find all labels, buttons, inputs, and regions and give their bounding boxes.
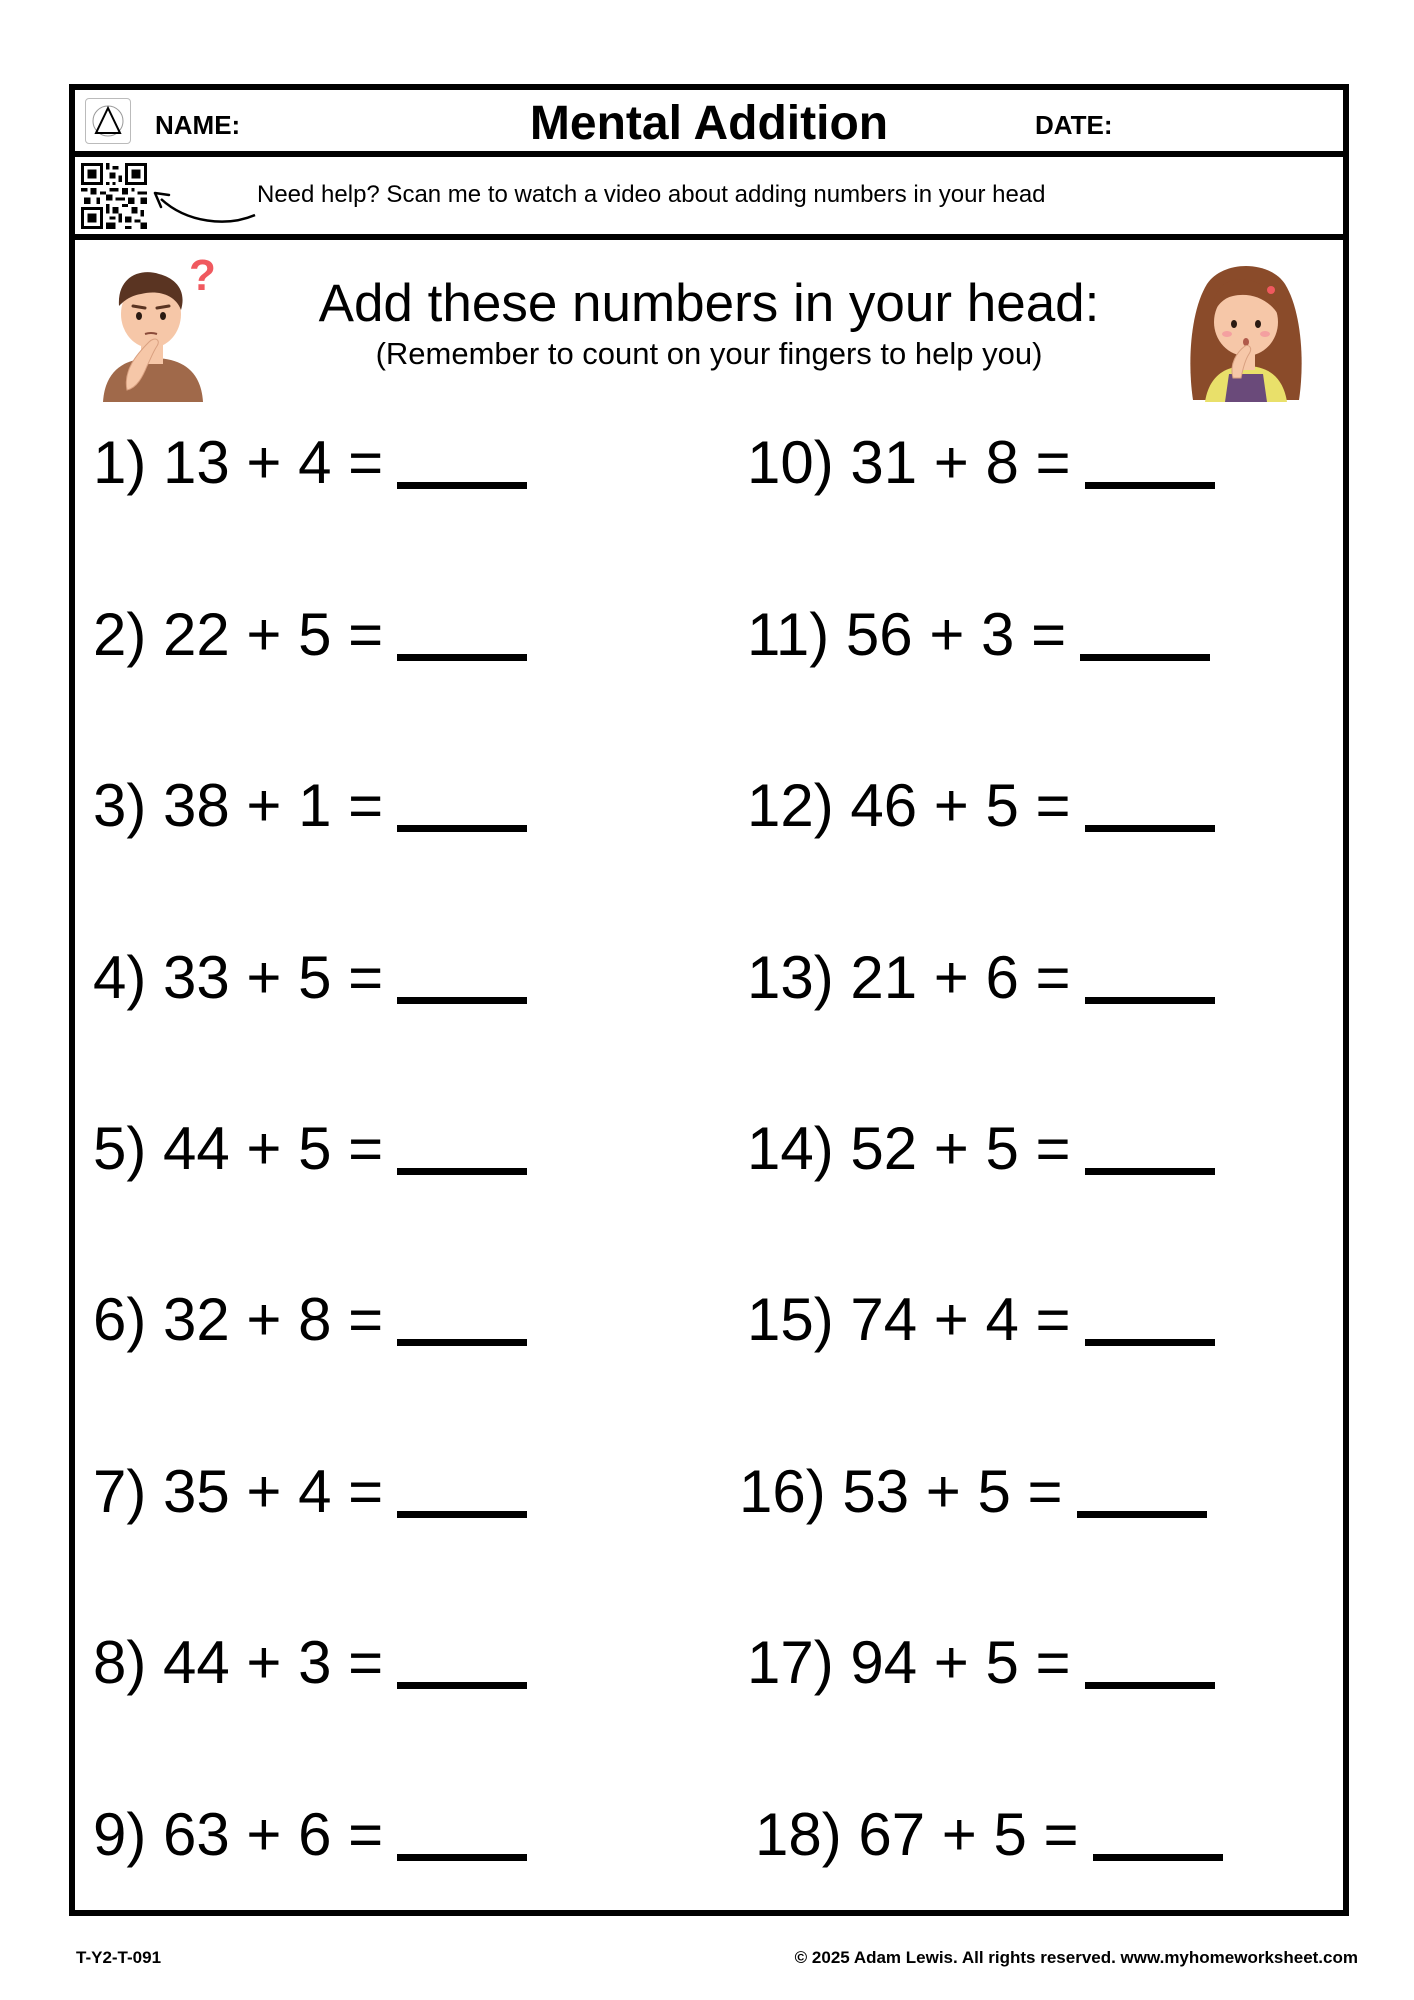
answer-blank[interactable] [1085,1168,1215,1175]
problem-17 [747,1628,1215,1697]
answer-blank[interactable] [1093,1854,1223,1861]
answer-blank[interactable] [1080,654,1210,661]
answer-blank[interactable] [1085,1339,1215,1346]
answer-blank[interactable] [1077,1511,1207,1518]
problem-label: 17) 94 + 5 = [747,1629,1071,1696]
problem-label: 2) 22 + 5 = [93,601,384,668]
problem-label: 7) 35 + 4 = [93,1458,384,1525]
problem-6 [93,1285,527,1354]
problem-18 [755,1800,1223,1869]
page-title: Mental Addition [529,97,889,150]
problem-7 [93,1457,527,1526]
answer-blank[interactable] [397,1854,527,1861]
problem-15 [747,1285,1215,1354]
instruction-subheading: (Remember to count on your fingers to help you) [375,336,1043,371]
problem-label: 4) 33 + 5 = [93,944,384,1011]
problem-label: 6) 32 + 8 = [93,1286,384,1353]
header-row [75,90,1343,157]
problem-label: 14) 52 + 5 = [747,1115,1071,1182]
problem-label: 3) 38 + 1 = [93,772,384,839]
problem-10 [747,428,1215,497]
answer-blank[interactable] [397,1339,527,1346]
name-label: NAME: [155,110,241,140]
problem-11 [747,600,1210,669]
answer-blank[interactable] [397,1168,527,1175]
curved-arrow-icon [147,167,257,227]
qr-code-icon[interactable] [81,163,147,229]
problem-label: 11) 56 + 3 = [747,601,1067,668]
problem-label: 8) 44 + 3 = [93,1629,384,1696]
problem-9 [93,1800,527,1869]
problem-4 [93,943,527,1012]
problem-5 [93,1114,527,1183]
answer-blank[interactable] [397,654,527,661]
problem-14 [747,1114,1215,1183]
answer-blank[interactable] [1085,997,1215,1004]
answer-blank[interactable] [397,997,527,1004]
problem-13 [747,943,1215,1012]
problem-label: 13) 21 + 6 = [747,944,1071,1011]
problem-label: 12) 46 + 5 = [747,772,1071,839]
answer-blank[interactable] [397,825,527,832]
problem-label: 18) 67 + 5 = [755,1801,1079,1868]
svg-text:?: ? [189,251,216,300]
answer-blank[interactable] [397,482,527,489]
date-label: DATE: [1035,110,1113,140]
help-text: Need help? Scan me to watch a video about adding numbers in your head [257,181,1046,208]
answer-blank[interactable] [1085,482,1215,489]
problem-2 [93,600,527,669]
problem-16 [739,1457,1207,1526]
problem-8 [93,1628,527,1697]
problem-label: 1) 13 + 4 = [93,429,384,496]
help-row [75,157,1343,240]
worksheet-frame [69,84,1349,1916]
answer-blank[interactable] [1085,1682,1215,1689]
problem-12 [747,771,1215,840]
problem-label: 5) 44 + 5 = [93,1115,384,1182]
answer-blank[interactable] [1085,825,1215,832]
answer-blank[interactable] [397,1682,527,1689]
problem-label: 15) 74 + 4 = [747,1286,1071,1353]
problem-1 [93,428,527,497]
copyright-notice: © 2025 Adam Lewis. All rights reserved. www.myhomeworksheet.com [794,1948,1358,1967]
problem-label: 16) 53 + 5 = [739,1458,1063,1525]
instruction-heading: Add these numbers in your head: [318,274,1100,333]
problem-label: 10) 31 + 8 = [747,429,1071,496]
problem-3 [93,771,527,840]
problem-label: 9) 63 + 6 = [93,1801,384,1868]
worksheet-code: T-Y2-T-091 [76,1948,162,1967]
answer-blank[interactable] [397,1511,527,1518]
